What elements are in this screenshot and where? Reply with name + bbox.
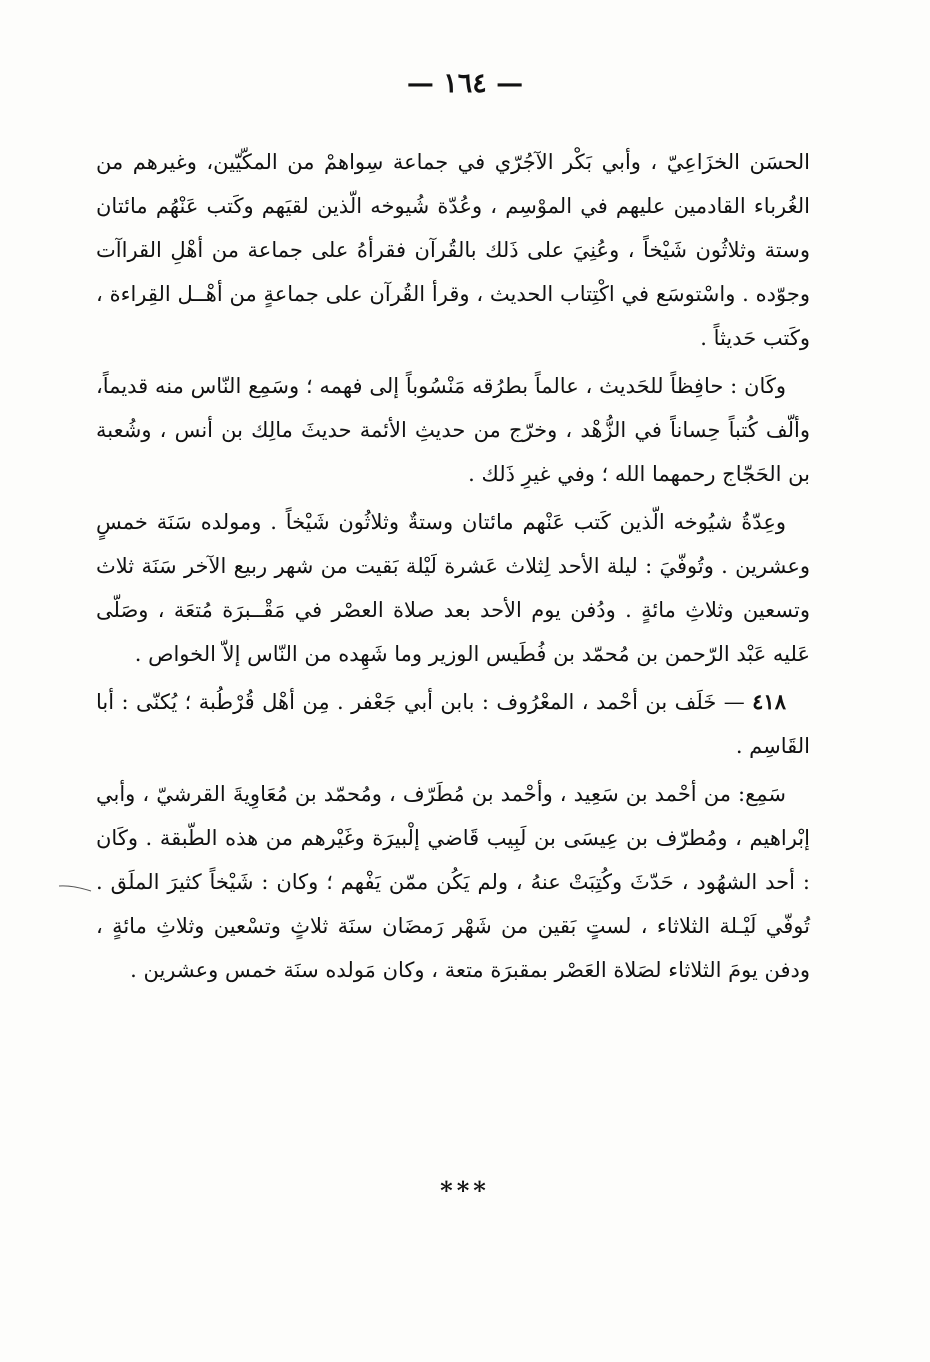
entry-heading-text: — خَلَف بن أحْمد ، المعْرُوف : بابن أبي جَعْفر . مِن أهْل قُرْطُبة ؛ يُكنّى : أبا القَاسِم . <box>96 690 810 758</box>
paragraph-1: الحسَن الخزَاعِيّ ، وأبي بَكْر الآجُرّي في جماعة سِواهمْ من المكّيّين، وغيرهم من الغُرباء القادمين عليهم في الموْسِم ، وعُدّة شُيوخه الّذين لقيَهم وكَتب عَنْهُم مائتان وستة وثلاثُون شَيْخاً ، وعُنِيَ على ذَلك بالقُرآن فقرأهُ على جماعة من أهْلِ القراآت وجوّده . واسْتوسَع في اكْتِتاب الحديث ، وقرأ القُرآن على جماعةٍ من أهْــل القِراءة ، وكَتب حَديثاً . <box>96 150 810 350</box>
body-text <box>96 140 810 992</box>
paragraph-5: سَمِع: من أحْمد بن سَعِيد ، وأحْمد بن مُطَرّف ، ومُحمّد بن مُعَاوِيةَ القرشيّ ، وأبي إبْراهيم ، ومُطرّف بن عِيسَى بن لَبِيب قَاضي إلْبيرَة وغَيْرهم من هذه الطّبقة . وكَان : أحد الشهُود ، حَدّثَ وكُتِبَتْ عنهُ ، ولم يَكُن ممّن يَفْهم ؛ وكان : شَيْخاً كثيرَ الملَق . تُوفّي لَيْـلة الثلاثاء ، لستٍ بَقين من شَهْر رَمضَان سنَة ثلاثٍ وتسْعين وثلاثِ مائةٍ ، ودفن يومَ الثلاثاء لصَلاة العَصْر بمقبرَة متعة ، وكان مَولده سنَة خمس وعشرين . <box>96 782 810 982</box>
margin-pen-mark <box>58 884 92 892</box>
paragraph-3: وعِدّةُ شيُوخه الّذين كَتب عَنْهم مائتان وستةٌ وثلاثُون شَيْخاً . ومولده سَنَة خمسٍ وعشرين . وتُوفّيَ : ليلة الأحد لِثلاث عَشرة لَيْلة بَقيت من شهر ربيع الآخر سَنَة ثلاث وتسعين وثلاثِ مائةٍ . ودُفن يوم الأحد بعد صلاة العصْر في مَقْــبرَة مُتعَة ، وصَلّى عَليه عَبْد الرّحمن بن مُحمّد بن فُطَيس الوزير وما شَهِده من النّاس إلاّ الخواص . <box>96 510 810 666</box>
section-separator: *** <box>440 1176 490 1205</box>
paragraph-2: وكَان : حافِظاً للحَديث ، عالماً بطرُقه مَنْسُوباً إلى فهمه ؛ وسَمِع النّاس منه قديماً، وألّف كُتباً حِساناً في الزُّهْد ، وخرّج من حديثِ الأئمة حديثَ مالِك بن أنس ، وشُعبة بن الحَجّاج رحمهما الله ؛ وفي غيرِ ذَلك . <box>96 374 810 486</box>
entry-number: ٤١٨ <box>752 689 786 714</box>
paragraph-4-entry <box>96 680 810 768</box>
page-number: — ١٦٤ — <box>406 68 524 99</box>
